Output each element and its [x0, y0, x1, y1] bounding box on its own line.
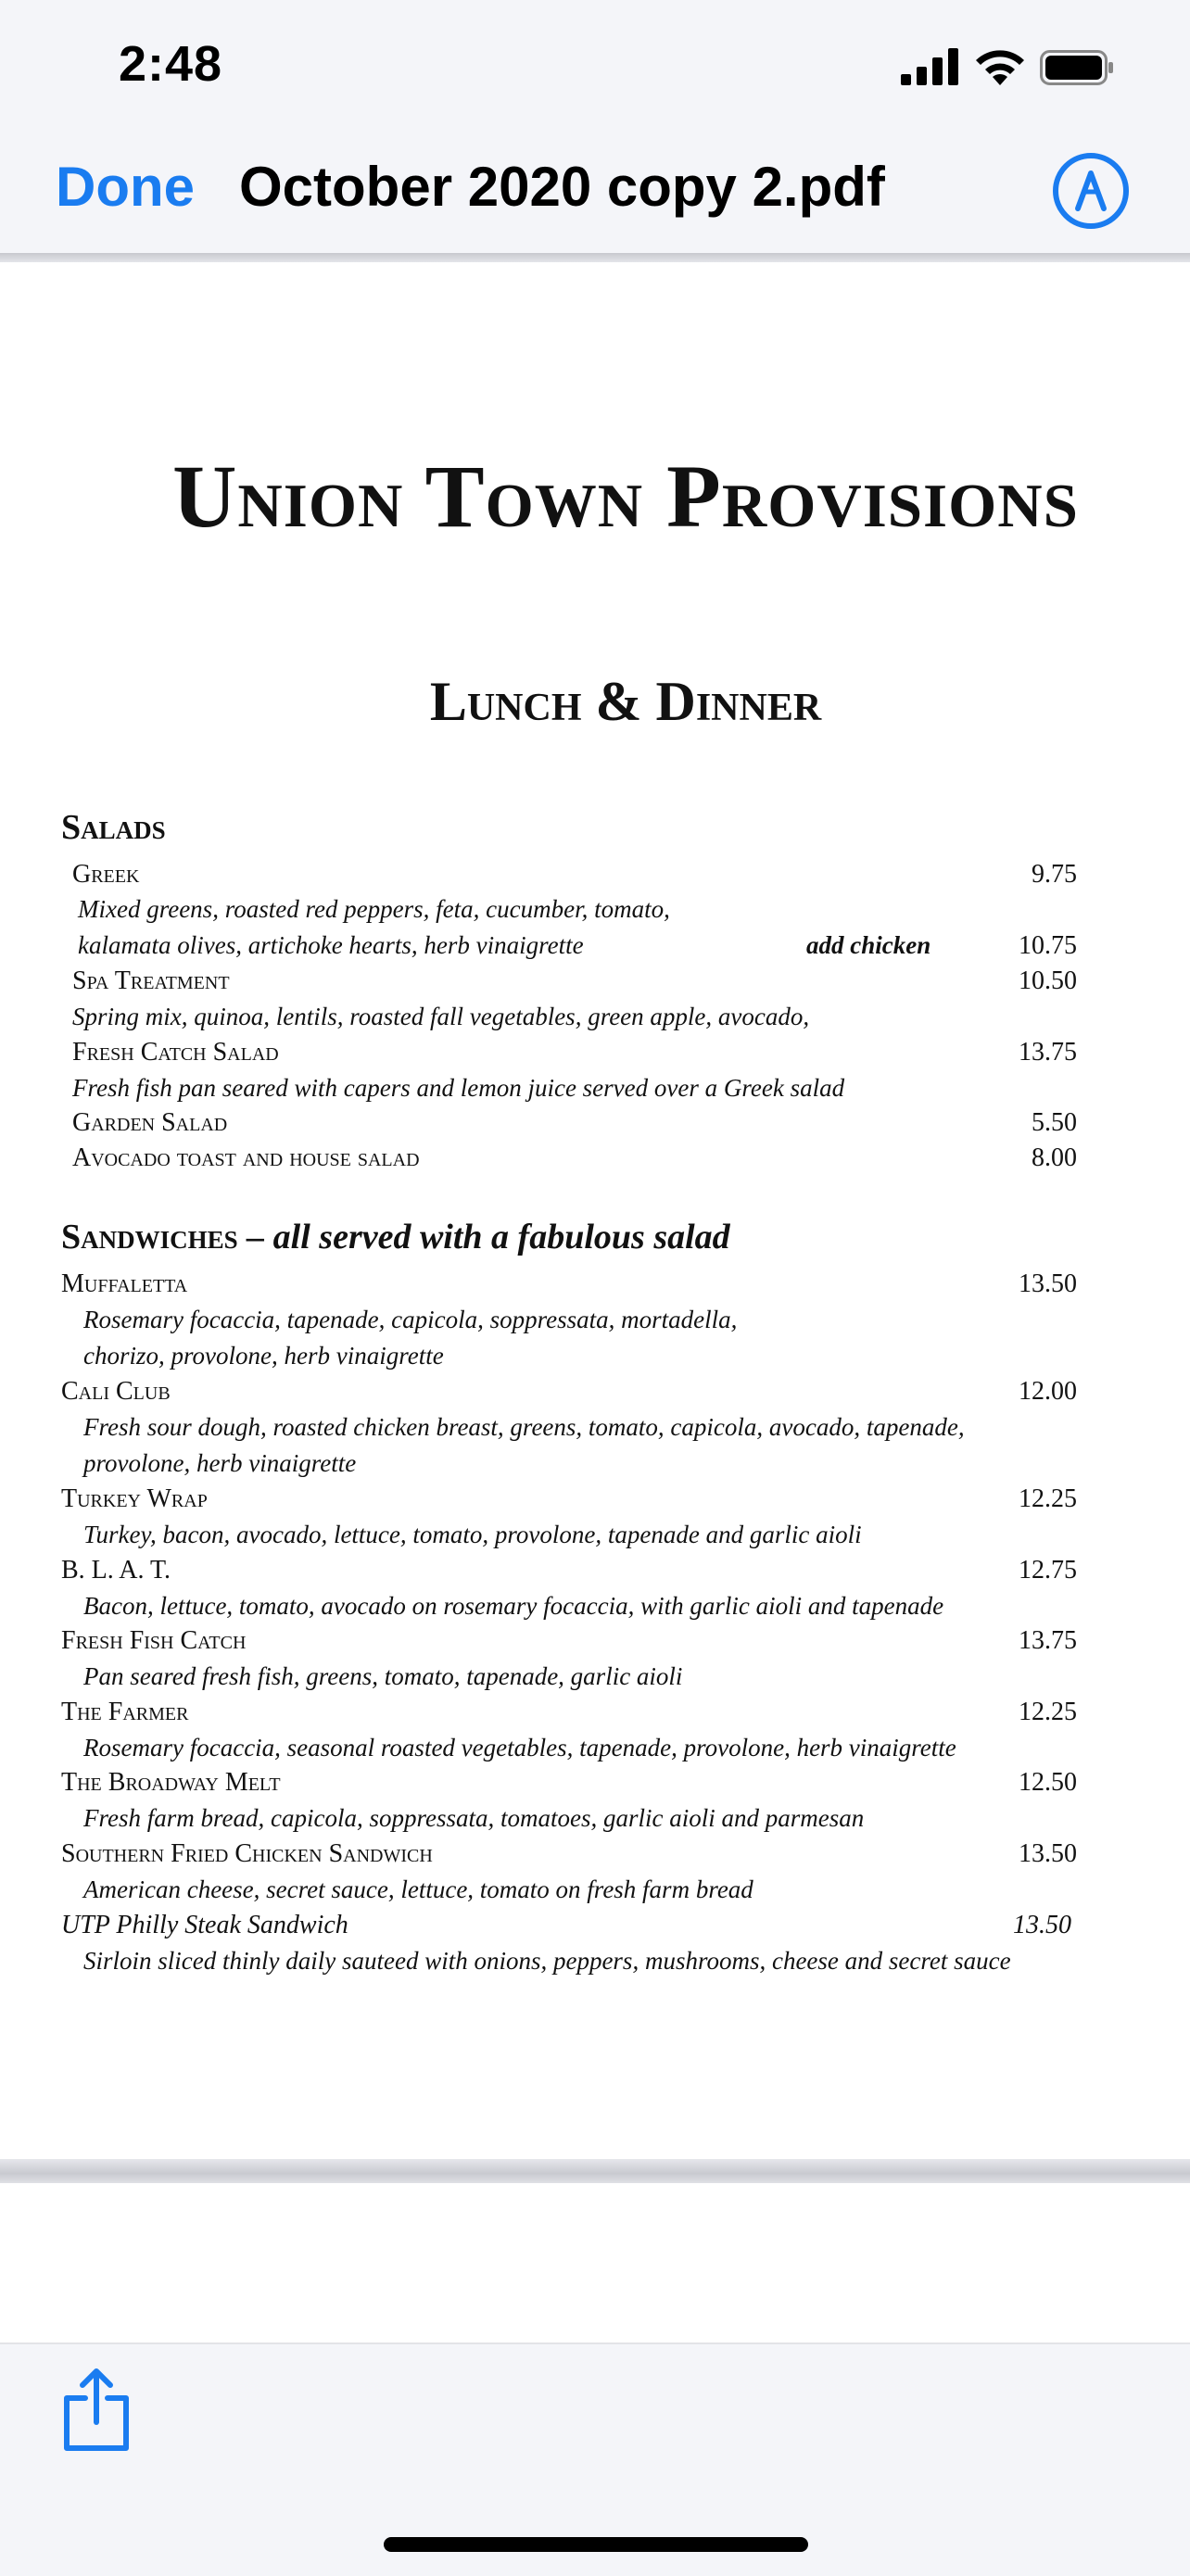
menu-item-price: 10.50 [1019, 966, 1077, 995]
menu-item-name: The Farmer [61, 1698, 189, 1726]
wifi-icon [973, 48, 1027, 85]
menu-item-description: Fresh fish pan seared with capers and lemon juice served over a Greek salad [72, 1074, 845, 1102]
menu-item-description: Mixed greens, roasted red peppers, feta, cucumber, tomato, [78, 895, 670, 923]
menu-item-name: Cali Club [61, 1377, 171, 1406]
next-page-area[interactable] [0, 2183, 1190, 2342]
menu-item-name: Muffaletta [61, 1269, 188, 1298]
menu-item-description: Bacon, lettuce, tomato, avocado on rosemary focaccia, with garlic aioli and tapenade [83, 1592, 944, 1620]
menu-item-description: American cheese, secret sauce, lettuce, tomato on fresh farm bread [83, 1875, 753, 1903]
menu-item-name: Fresh Fish Catch [61, 1626, 247, 1655]
menu-item-description: Sirloin sliced thinly daily sauteed with onions, peppers, mushrooms, cheese and secret sauce [83, 1947, 1011, 1975]
home-indicator[interactable] [384, 2537, 808, 2552]
menu-item-description: provolone, herb vinaigrette [83, 1449, 357, 1477]
menu-item-description: Pan seared fresh fish, greens, tomato, tapenade, garlic aioli [83, 1662, 683, 1690]
menu-item-price: 13.50 [1019, 1839, 1077, 1868]
menu-item-price: 12.25 [1019, 1698, 1077, 1726]
sandwiches-tagline: – all served with a fabulous salad [247, 1218, 730, 1256]
addon-price: 10.75 [1019, 931, 1077, 960]
menu-item-price: 12.00 [1019, 1377, 1077, 1406]
menu-item-name: Greek [72, 860, 140, 889]
menu-item-name: Fresh Catch Salad [72, 1038, 279, 1067]
menu-item-name: Turkey Wrap [61, 1484, 208, 1513]
menu-item-price: 13.50 [1019, 1269, 1077, 1298]
menu-item-description: Fresh farm bread, capicola, soppressata, tomatoes, garlic aioli and parmesan [83, 1804, 865, 1832]
menu-item-name: Spa Treatment [72, 966, 230, 995]
menu-item-price: 13.75 [1019, 1626, 1077, 1655]
menu-item-name: The Broadway Melt [61, 1768, 281, 1797]
menu-item-description: Rosemary focaccia, tapenade, capicola, soppressata, mortadella, [83, 1306, 738, 1333]
menu-item-description: Turkey, bacon, avocado, lettuce, tomato, provolone, tapenade and garlic aioli [83, 1521, 862, 1548]
status-bar [0, 0, 1190, 134]
menu-item-description: kalamata olives, artichoke hearts, herb vinaigrette [78, 931, 584, 959]
menu-subtitle: Lunch & Dinner [429, 671, 822, 732]
menu-item-price: 9.75 [1032, 860, 1077, 889]
bottom-toolbar [0, 2342, 1190, 2576]
menu-item-price: 12.50 [1019, 1768, 1077, 1797]
menu-item-name: B. L. A. T. [61, 1556, 171, 1585]
status-time: 2:48 [119, 36, 223, 92]
document-title: October 2020 copy 2.pdf [239, 156, 885, 218]
menu-item-name: Southern Fried Chicken Sandwich [61, 1839, 433, 1868]
menu-item-description: Rosemary focaccia, seasonal roasted vegetables, tapenade, provolone, herb vinaigrette [83, 1734, 956, 1762]
menu-item-description: Fresh sour dough, roasted chicken breast, greens, tomato, capicola, avocado, tapenade, [83, 1413, 965, 1441]
share-icon[interactable] [59, 2365, 133, 2454]
restaurant-name: Union Town Provisions [172, 447, 1079, 546]
cellular-signal-icon [901, 48, 958, 85]
menu-item-price: 13.50 [1013, 1911, 1071, 1939]
sandwiches-heading [61, 1217, 730, 1257]
pdf-page[interactable] [0, 262, 1190, 2159]
menu-item-name: UTP Philly Steak Sandwich [61, 1911, 348, 1939]
nav-bar [0, 134, 1190, 255]
menu-item-price: 5.50 [1032, 1108, 1077, 1137]
menu-item-description: Spring mix, quinoa, lentils, roasted fall vegetables, green apple, avocado, [72, 1003, 810, 1030]
menu-item-description: chorizo, provolone, herb vinaigrette [83, 1342, 444, 1370]
battery-icon [1040, 50, 1114, 85]
salads-heading: Salads [61, 808, 166, 847]
menu-item-price: 13.75 [1019, 1038, 1077, 1067]
nav-divider [0, 253, 1190, 262]
menu-item-price: 12.25 [1019, 1484, 1077, 1513]
markup-pen-icon[interactable] [1051, 151, 1131, 231]
menu-item-name: Garden Salad [72, 1108, 228, 1137]
menu-item-price: 8.00 [1032, 1143, 1077, 1172]
sandwiches-heading-label: Sandwiches [61, 1218, 238, 1256]
menu-item-price: 12.75 [1019, 1556, 1077, 1585]
menu-item-name: Avocado toast and house salad [72, 1143, 420, 1172]
page-divider [0, 2159, 1190, 2183]
addon-label: add chicken [806, 931, 931, 959]
done-button[interactable]: Done [56, 156, 195, 218]
